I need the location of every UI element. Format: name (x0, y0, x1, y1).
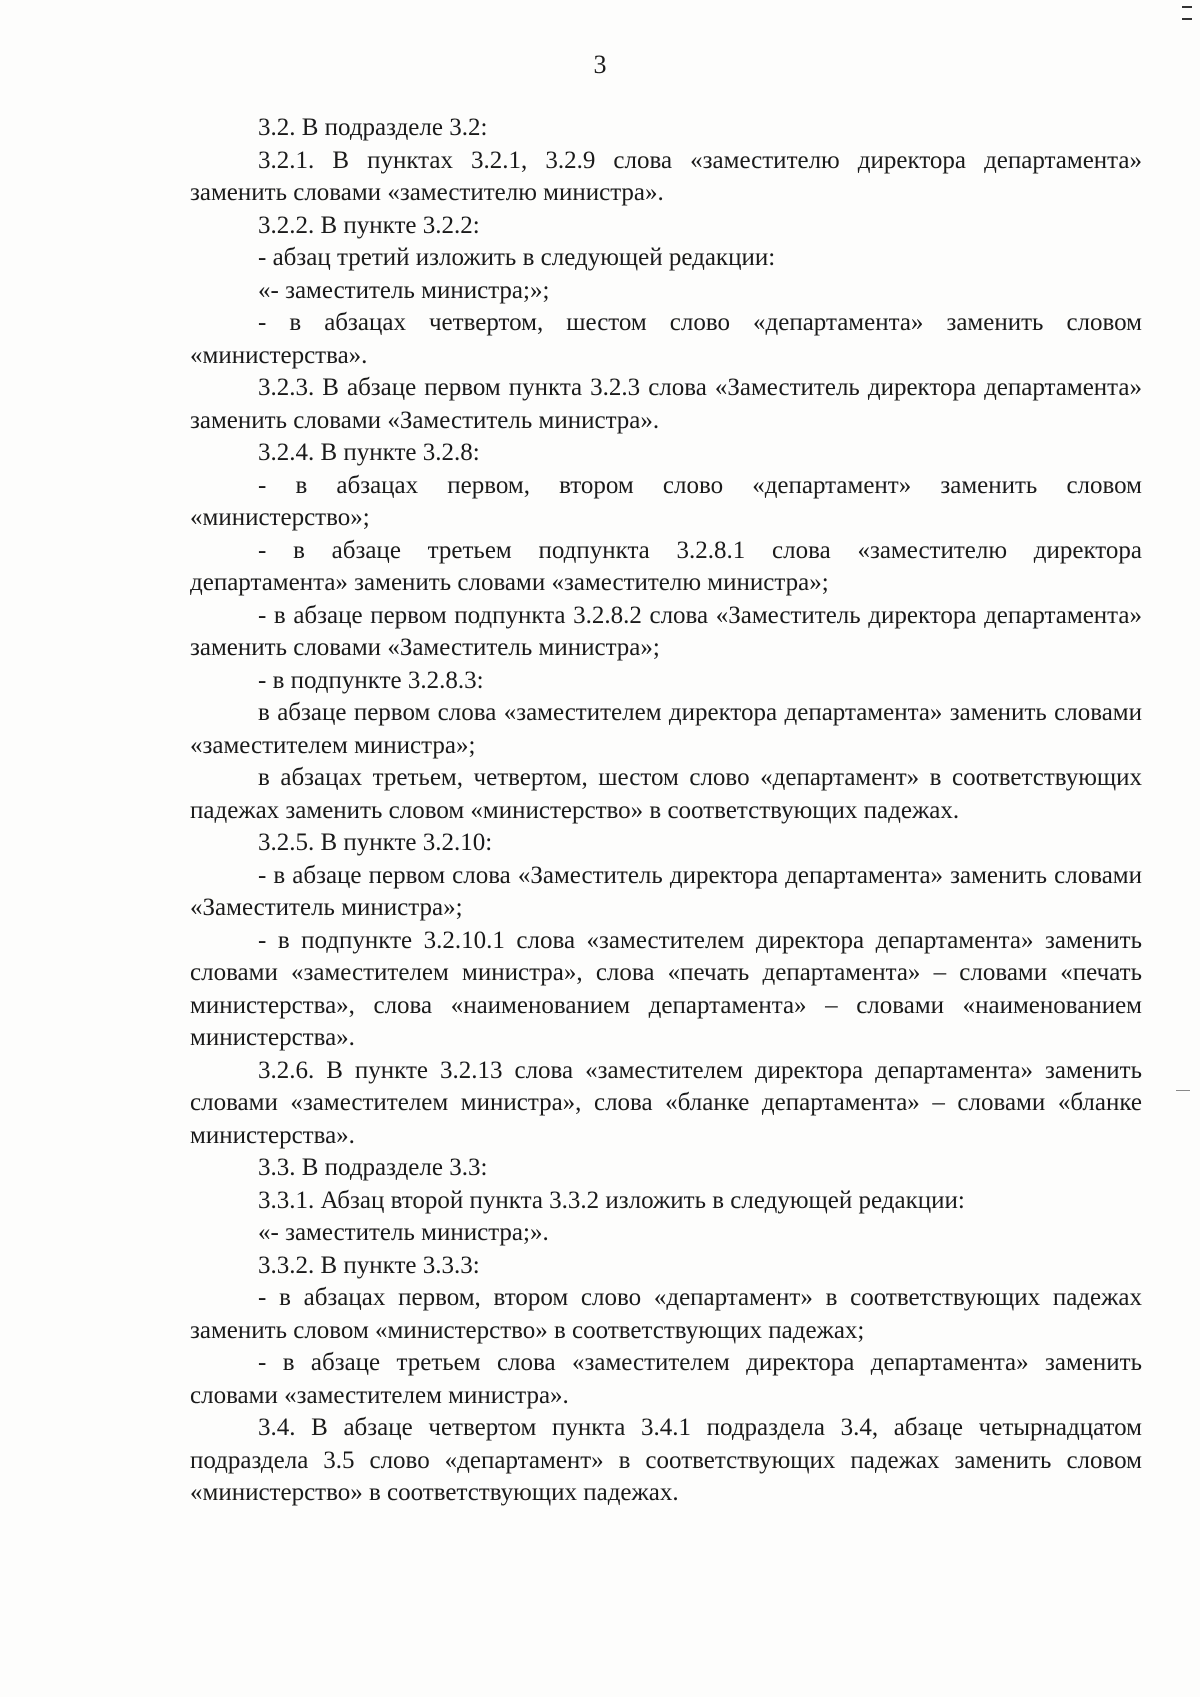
paragraph: в абзаце первом слова «заместителем директора департамента» заменить словами «заместителем министра»; (190, 699, 1142, 759)
paragraph: - в подпункте 3.2.10.1 слова «заместителем директора департамента» заменить словами «заместителем министра», слова «печать департамента» – словами «печать министерства», слова «наименованием департамента» – словами «наименованием министерства». (190, 926, 1142, 1051)
paragraph: - в абзацах первом, втором слово «департамент» заменить словом «министерство»; (190, 471, 1142, 531)
paragraph: - в абзацах первом, втором слово «департамент» в соответствующих падежах заменить словом «министерство» в соответствующих падежах; (190, 1284, 1142, 1344)
paragraph: 3.3.1. Абзац второй пункта 3.3.2 изложить в следующей редакции: (258, 1186, 965, 1214)
paragraph: - в абзацах четвертом, шестом слово «департамента» заменить словом «министерства». (190, 309, 1142, 369)
page-number: 3 (593, 50, 607, 79)
paragraph: - в подпункте 3.2.8.3: (258, 666, 484, 694)
paragraph: 3.2.6. В пункте 3.2.13 слова «заместителем директора департамента» заменить словами «заместителем министра», слова «бланке департамента» – словами «бланке министерства». (190, 1056, 1142, 1149)
paragraph: - абзац третий изложить в следующей редакции: (258, 244, 776, 271)
paragraph: в абзацах третьем, четвертом, шестом слово «департамент» в соответствующих падежах заменить словом «министерство» в соответствующих падежах. (190, 764, 1142, 824)
scan-mark (1182, 18, 1192, 20)
paragraph: 3.2.1. В пунктах 3.2.1, 3.2.9 слова «заместителю директора департамента» заменить словами «заместителю министра». (190, 146, 1142, 206)
paragraph: «- заместитель министра;». (258, 1219, 549, 1246)
paragraph: 3.2. В подразделе 3.2: (258, 114, 488, 141)
paragraph: 3.4. В абзаце четвертом пункта 3.4.1 подраздела 3.4, абзаце четырнадцатом подраздела 3.5 слово «департамент» в соответствующих падежах заменить словом «министерство» в соответствующих падежах. (190, 1414, 1142, 1506)
paragraph: 3.2.4. В пункте 3.2.8: (258, 439, 480, 466)
paragraph: 3.3.2. В пункте 3.3.3: (258, 1251, 480, 1279)
scan-mark (1176, 1090, 1190, 1091)
scan-mark (1182, 6, 1192, 8)
document-body (190, 112, 1142, 1510)
paragraph: 3.2.3. В абзаце первом пункта 3.2.3 слова «Заместитель директора департамента» заменить словами «Заместитель министра». (190, 374, 1142, 434)
paragraph: - в абзаце первом слова «Заместитель директора департамента» заменить словами «Заместитель министра»; (190, 861, 1142, 921)
paragraph: 3.2.5. В пункте 3.2.10: (258, 829, 493, 856)
paragraph: «- заместитель министра;»; (258, 276, 550, 304)
paragraph: 3.2.2. В пункте 3.2.2: (258, 211, 480, 239)
paragraph: - в абзаце первом подпункта 3.2.8.2 слова «Заместитель директора департамента» заменить словами «Заместитель министра»; (190, 601, 1142, 661)
paragraph: - в абзаце третьем подпункта 3.2.8.1 слова «заместителю директора департамента» заменить словами «заместителю министра»; (190, 536, 1142, 596)
paragraph: - в абзаце третьем слова «заместителем директора департамента» заменить словами «заместителем министра». (190, 1349, 1142, 1409)
paragraph: 3.3. В подразделе 3.3: (258, 1154, 488, 1181)
